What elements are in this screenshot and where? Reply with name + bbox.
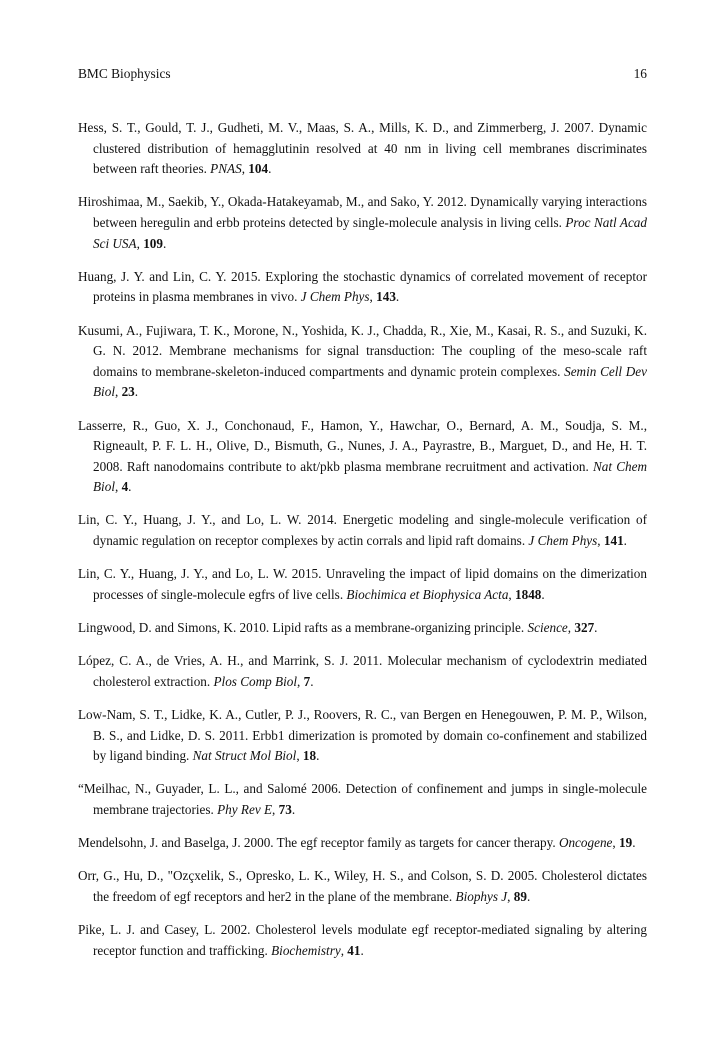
- reference-journal: Plos Comp Biol: [213, 673, 298, 689]
- reference-volume: 143: [376, 289, 396, 305]
- reference-entry: Mendelsohn, J. and Baselga, J. 2000. The egf receptor family as targets for cancer therapy. Oncogene, 19.: [78, 835, 636, 851]
- reference-volume: 23: [121, 384, 135, 400]
- reference-volume: 141: [603, 533, 624, 549]
- reference-volume: 19: [619, 835, 633, 851]
- reference-volume: 1848: [515, 586, 542, 602]
- reference-entry: López, C. A., de Vries, A. H., and Marrink, S. J. 2011. Molecular mechanism of cyclodextrin mediated cholesterol extraction. Plos Comp Biol, 7.: [78, 653, 647, 689]
- reference-text: Lasserre, R., Guo, X. J., Conchonaud, F., Hamon, Y., Hawchar, O., Bernard, A. M., Soudja, S. M., Rigneault, P. F. L. H., Olive, D., Bismuth, G., Nunes, J. A., Payrastre, B., Marguet, D., and He, H. T. 2008. Raft nanodomains contribute to akt/pkb plasma membrane recruitment and activation.: [78, 417, 647, 474]
- reference-journal: Biophys J: [455, 888, 508, 904]
- reference-text: Hess, S. T., Gould, T. J., Gudheti, M. V., Maas, S. A., Mills, K. D., and Zimmerberg, J. 2007. Dynamic clustered distribution of hemagglutinin resolved at 40 nm in living cell membranes discriminates between raft theories.: [78, 120, 647, 177]
- reference-journal: Nat Chem Biol: [93, 458, 647, 495]
- reference-text: López, C. A., de Vries, A. H., and Marrink, S. J. 2011. Molecular mechanism of cyclodextrin mediated cholesterol extraction.: [78, 653, 647, 689]
- reference-entry: “Meilhac, N., Guyader, L. L., and Salomé 2006. Detection of confinement and jumps in single-molecule membrane trajectories. Phy Rev E, 73.: [78, 781, 647, 817]
- reference-text: Lin, C. Y., Huang, J. Y., and Lo, L. W. 2014. Energetic modeling and single-molecule verification of dynamic regulation on receptor complexes by actin corrals and lipid raft domains.: [78, 512, 647, 549]
- reference-entry: Orr, G., Hu, D., "Ozçxelik, S., Opresko, L. K., Wiley, H. S., and Colson, S. D. 2005. Cholesterol dictates the freedom of egf receptors and her2 in the plane of the membrane. Biophys J, 89.: [78, 868, 647, 904]
- reference-entry: Low-Nam, S. T., Lidke, K. A., Cutler, P. J., Roovers, R. C., van Bergen en Henegouwen, P. M. P., Wilson, B. S., and Lidke, D. S. 2011. Erbb1 dimerization is promoted by domain co-confinement and stabilized by ligand binding. Nat Struct Mol Biol, 18.: [78, 707, 647, 764]
- reference-text: Hiroshimaa, M., Saekib, Y., Okada-Hatakeyamab, M., and Sako, Y. 2012. Dynamically varying interactions between heregulin and erbb proteins detected by single-molecule analysis in living cells.: [78, 194, 647, 230]
- reference-journal: Biochimica et Biophysica Acta: [346, 586, 509, 602]
- reference-journal: Phy Rev E: [217, 801, 273, 817]
- reference-list: [78, 118, 647, 974]
- reference-journal: Semin Cell Dev Biol: [93, 363, 648, 400]
- reference-journal: Science: [527, 620, 568, 636]
- reference-text: “Meilhac, N., Guyader, L. L., and Salomé 2006. Detection of confinement and jumps in single-molecule membrane trajectories.: [78, 781, 647, 817]
- reference-journal: Proc Natl Acad Sci USA: [93, 214, 647, 251]
- reference-volume: 104: [248, 161, 269, 177]
- journal-name: BMC Biophysics: [78, 66, 171, 81]
- reference-entry: Kusumi, A., Fujiwara, T. K., Morone, N., Yoshida, K. J., Chadda, R., Xie, M., Kasai, R. S., and Suzuki, K. G. N. 2012. Membrane mechanisms for signal transduction: The coupling of the meso-scale raft domains to membrane-skeleton-induced compartments and dynamic protein complexes. Semin Cell Dev Biol, 23.: [78, 322, 648, 400]
- reference-volume: 89: [513, 888, 527, 904]
- reference-text: Lingwood, D. and Simons, K. 2010. Lipid rafts as a membrane-organizing principle.: [78, 620, 528, 636]
- reference-text: Pike, L. J. and Casey, L. 2002. Cholesterol levels modulate egf receptor-mediated signaling by altering receptor function and trafficking.: [78, 922, 647, 958]
- reference-text: Mendelsohn, J. and Baselga, J. 2000. The egf receptor family as targets for cancer therapy.: [78, 835, 559, 851]
- page-number: 16: [633, 66, 647, 81]
- reference-journal: J Chem Phys: [300, 289, 370, 305]
- reference-text: Orr, G., Hu, D., "Ozçxelik, S., Opresko, L. K., Wiley, H. S., and Colson, S. D. 2005. Cholesterol dictates the freedom of egf receptors and her2 in the plane of the membrane.: [78, 868, 647, 904]
- reference-volume: 4: [121, 479, 129, 495]
- reference-entry: Pike, L. J. and Casey, L. 2002. Cholesterol levels modulate egf receptor-mediated signaling by altering receptor function and trafficking. Biochemistry, 41.: [78, 922, 647, 958]
- reference-entry: Hiroshimaa, M., Saekib, Y., Okada-Hatakeyamab, M., and Sako, Y. 2012. Dynamically varying interactions between heregulin and erbb proteins detected by single-molecule analysis in living cells. Proc Natl Acad Sci USA, 109.: [78, 194, 647, 251]
- reference-volume: 41: [347, 942, 361, 958]
- reference-text: Kusumi, A., Fujiwara, T. K., Morone, N., Yoshida, K. J., Chadda, R., Xie, M., Kasai, R. S., and Suzuki, K. G. N. 2012. Membrane mechanisms for signal transduction: The coupling of the meso-scale raft domains to membrane-skeleton-induced compartments and dynamic protein complexes.: [78, 322, 647, 379]
- reference-text: Low-Nam, S. T., Lidke, K. A., Cutler, P. J., Roovers, R. C., van Bergen en Henegouwen, P. M. P., Wilson, B. S., and Lidke, D. S. 2011. Erbb1 dimerization is promoted by domain co-confinement and stabilized by ligand binding.: [78, 707, 647, 764]
- reference-journal: PNAS: [210, 161, 242, 177]
- reference-journal: J Chem Phys: [528, 533, 598, 549]
- reference-entry: Lin, C. Y., Huang, J. Y., and Lo, L. W. 2014. Energetic modeling and single-molecule verification of dynamic regulation on receptor complexes by actin corrals and lipid raft domains. J Chem Phys, 141.: [78, 512, 647, 549]
- reference-entry: Huang, J. Y. and Lin, C. Y. 2015. Exploring the stochastic dynamics of correlated movement of receptor proteins in plasma membranes in vivo. J Chem Phys, 143.: [78, 268, 647, 305]
- reference-volume: 18: [302, 748, 317, 764]
- reference-text: Lin, C. Y., Huang, J. Y., and Lo, L. W. 2015. Unraveling the impact of lipid domains on the dimerization processes of single-molecule egfrs of live cells.: [78, 566, 647, 602]
- reference-journal: Nat Struct Mol Biol: [192, 748, 297, 764]
- reference-volume: 73: [278, 801, 292, 817]
- reference-text: Huang, J. Y. and Lin, C. Y. 2015. Exploring the stochastic dynamics of correlated movement of receptor proteins in plasma membranes in vivo.: [78, 268, 647, 305]
- reference-journal: Oncogene: [558, 835, 613, 851]
- reference-volume: 109: [143, 235, 163, 251]
- reference-volume: 7: [303, 673, 311, 689]
- reference-journal: Biochemistry: [271, 942, 341, 958]
- reference-entry: Lingwood, D. and Simons, K. 2010. Lipid rafts as a membrane-organizing principle. Science, 327.: [78, 620, 598, 636]
- reference-entry: Lin, C. Y., Huang, J. Y., and Lo, L. W. 2015. Unraveling the impact of lipid domains on the dimerization processes of single-molecule egfrs of live cells. Biochimica et Biophysica Acta, 1848.: [78, 566, 647, 602]
- reference-entry: Lasserre, R., Guo, X. J., Conchonaud, F., Hamon, Y., Hawchar, O., Bernard, A. M., Soudja, S. M., Rigneault, P. F. L. H., Olive, D., Bismuth, G., Nunes, J. A., Payrastre, B., Marguet, D., and He, H. T. 2008. Raft nanodomains contribute to akt/pkb plasma membrane recruitment and activation. Nat Chem Biol, 4.: [78, 417, 647, 495]
- reference-volume: 327: [574, 620, 595, 636]
- reference-entry: Hess, S. T., Gould, T. J., Gudheti, M. V., Maas, S. A., Mills, K. D., and Zimmerberg, J. 2007. Dynamic clustered distribution of hemagglutinin resolved at 40 nm in living cell membranes discriminates between raft theories. PNAS, 104.: [78, 120, 647, 177]
